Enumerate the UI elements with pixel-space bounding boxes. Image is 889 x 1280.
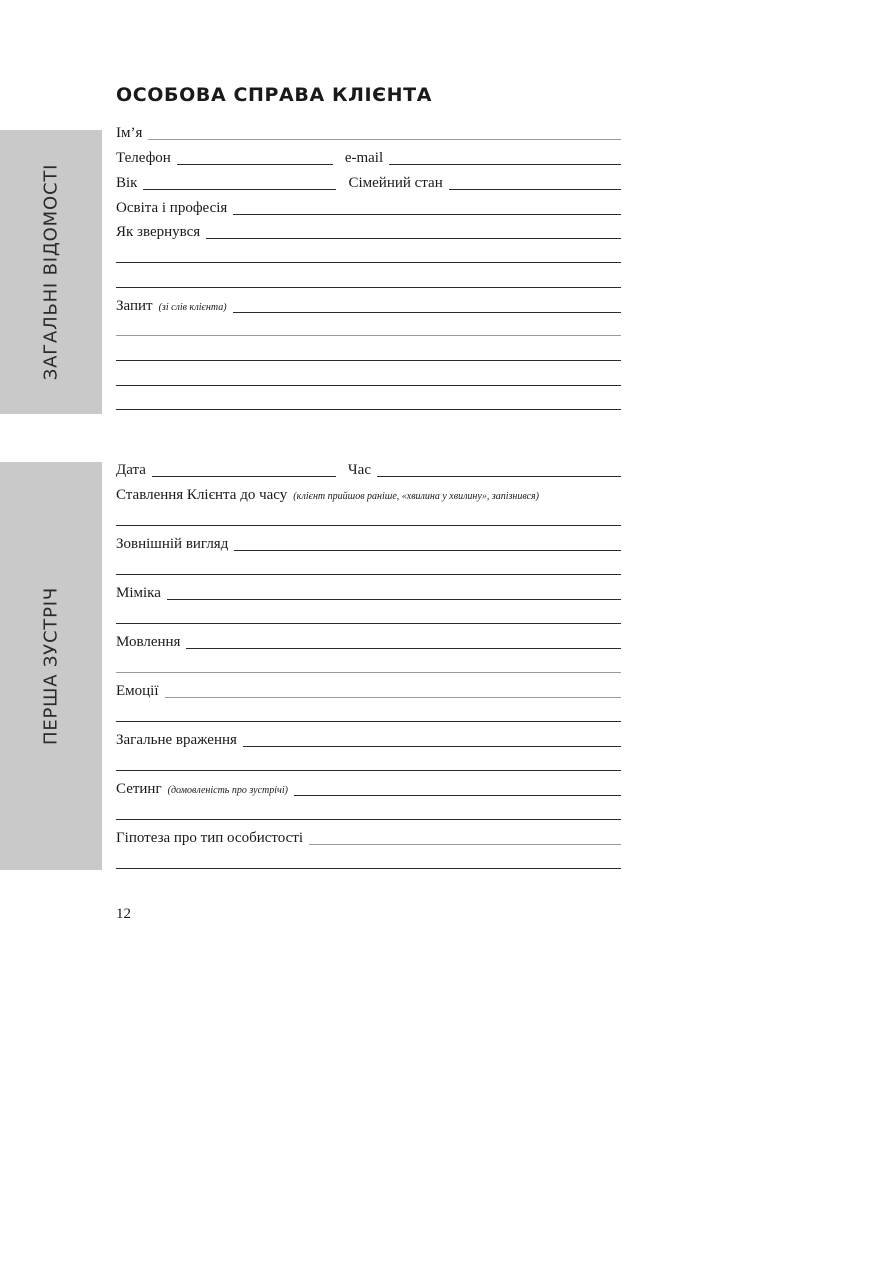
mimicry-label: Міміка: [116, 585, 161, 601]
date-label: Дата: [116, 462, 146, 478]
setting-note: (домовленість про зустрічі): [167, 785, 288, 796]
request-note: (зі слів клієнта): [158, 302, 227, 313]
age-marital-row: [116, 170, 621, 192]
page-number: 12: [116, 906, 131, 922]
mimicry-extra-line[interactable]: [116, 623, 621, 624]
request-field[interactable]: [233, 312, 621, 313]
request-extra-line[interactable]: [116, 335, 621, 336]
section-tab-label: ЗАГАЛЬНІ ВІДОМОСТІ: [40, 163, 62, 381]
name-row: [116, 120, 621, 142]
referral-row: [116, 219, 621, 241]
setting-extra-line[interactable]: [116, 819, 621, 820]
section-tab-first-meeting: [0, 462, 102, 870]
time-label: Час: [347, 462, 371, 478]
request-extra-line[interactable]: [116, 409, 621, 410]
appearance-label: Зовнішній вигляд: [116, 536, 229, 552]
phone-field[interactable]: [177, 164, 333, 165]
referral-field[interactable]: [206, 238, 621, 239]
appearance-row: [116, 531, 621, 553]
hypothesis-row: [116, 825, 621, 847]
page-title: ОСОБОВА СПРАВА КЛІЄНТА: [116, 84, 433, 106]
speech-field[interactable]: [186, 648, 621, 649]
attitude-label: Ставлення Клієнта до часу: [116, 487, 288, 503]
speech-label: Мовлення: [116, 634, 181, 650]
marital-status-field[interactable]: [449, 189, 621, 190]
referral-label: Як звернувся: [116, 224, 201, 240]
email-field[interactable]: [389, 164, 621, 165]
appearance-field[interactable]: [234, 550, 621, 551]
education-field[interactable]: [233, 214, 621, 215]
date-time-row: [116, 457, 621, 479]
phone-label: Телефон: [116, 150, 171, 166]
date-field[interactable]: [152, 476, 336, 477]
appearance-extra-line[interactable]: [116, 574, 621, 575]
impression-label: Загальне враження: [116, 732, 237, 748]
attitude-row: [116, 482, 621, 504]
name-label: Ім’я: [116, 125, 143, 141]
referral-extra-line[interactable]: [116, 287, 621, 288]
speech-extra-line[interactable]: [116, 672, 621, 673]
email-label: e-mail: [344, 150, 384, 166]
speech-row: [116, 629, 621, 651]
hypothesis-label: Гіпотеза про тип особистості: [116, 830, 303, 846]
section-tab-label: ПЕРША ЗУСТРІЧ: [40, 586, 62, 746]
request-extra-line[interactable]: [116, 385, 621, 386]
request-extra-line[interactable]: [116, 360, 621, 361]
education-row: [116, 195, 621, 217]
hypothesis-field[interactable]: [309, 844, 621, 845]
mimicry-field[interactable]: [167, 599, 621, 600]
time-field[interactable]: [377, 476, 621, 477]
age-field[interactable]: [143, 189, 336, 190]
emotions-field[interactable]: [165, 697, 621, 698]
emotions-label: Емоції: [116, 683, 159, 699]
mimicry-row: [116, 580, 621, 602]
hypothesis-extra-line[interactable]: [116, 868, 621, 869]
emotions-row: [116, 678, 621, 700]
age-label: Вік: [116, 175, 138, 191]
marital-status-label: Сімейний стан: [348, 175, 443, 191]
attitude-note: (клієнт прийшов раніше, «хвилина у хвилину», запізнився): [293, 491, 540, 502]
education-label: Освіта і професія: [116, 200, 228, 216]
referral-extra-line[interactable]: [116, 262, 621, 263]
setting-field[interactable]: [294, 795, 621, 796]
request-row: [116, 293, 621, 315]
impression-extra-line[interactable]: [116, 770, 621, 771]
setting-label: Сетинг: [116, 781, 162, 797]
phone-email-row: [116, 145, 621, 167]
impression-field[interactable]: [243, 746, 621, 747]
name-field[interactable]: [148, 139, 621, 140]
request-label: Запит: [116, 298, 153, 314]
section-tab-general-info: [0, 130, 102, 414]
impression-row: [116, 727, 621, 749]
emotions-extra-line[interactable]: [116, 721, 621, 722]
setting-row: [116, 776, 621, 798]
attitude-line[interactable]: [116, 525, 621, 526]
